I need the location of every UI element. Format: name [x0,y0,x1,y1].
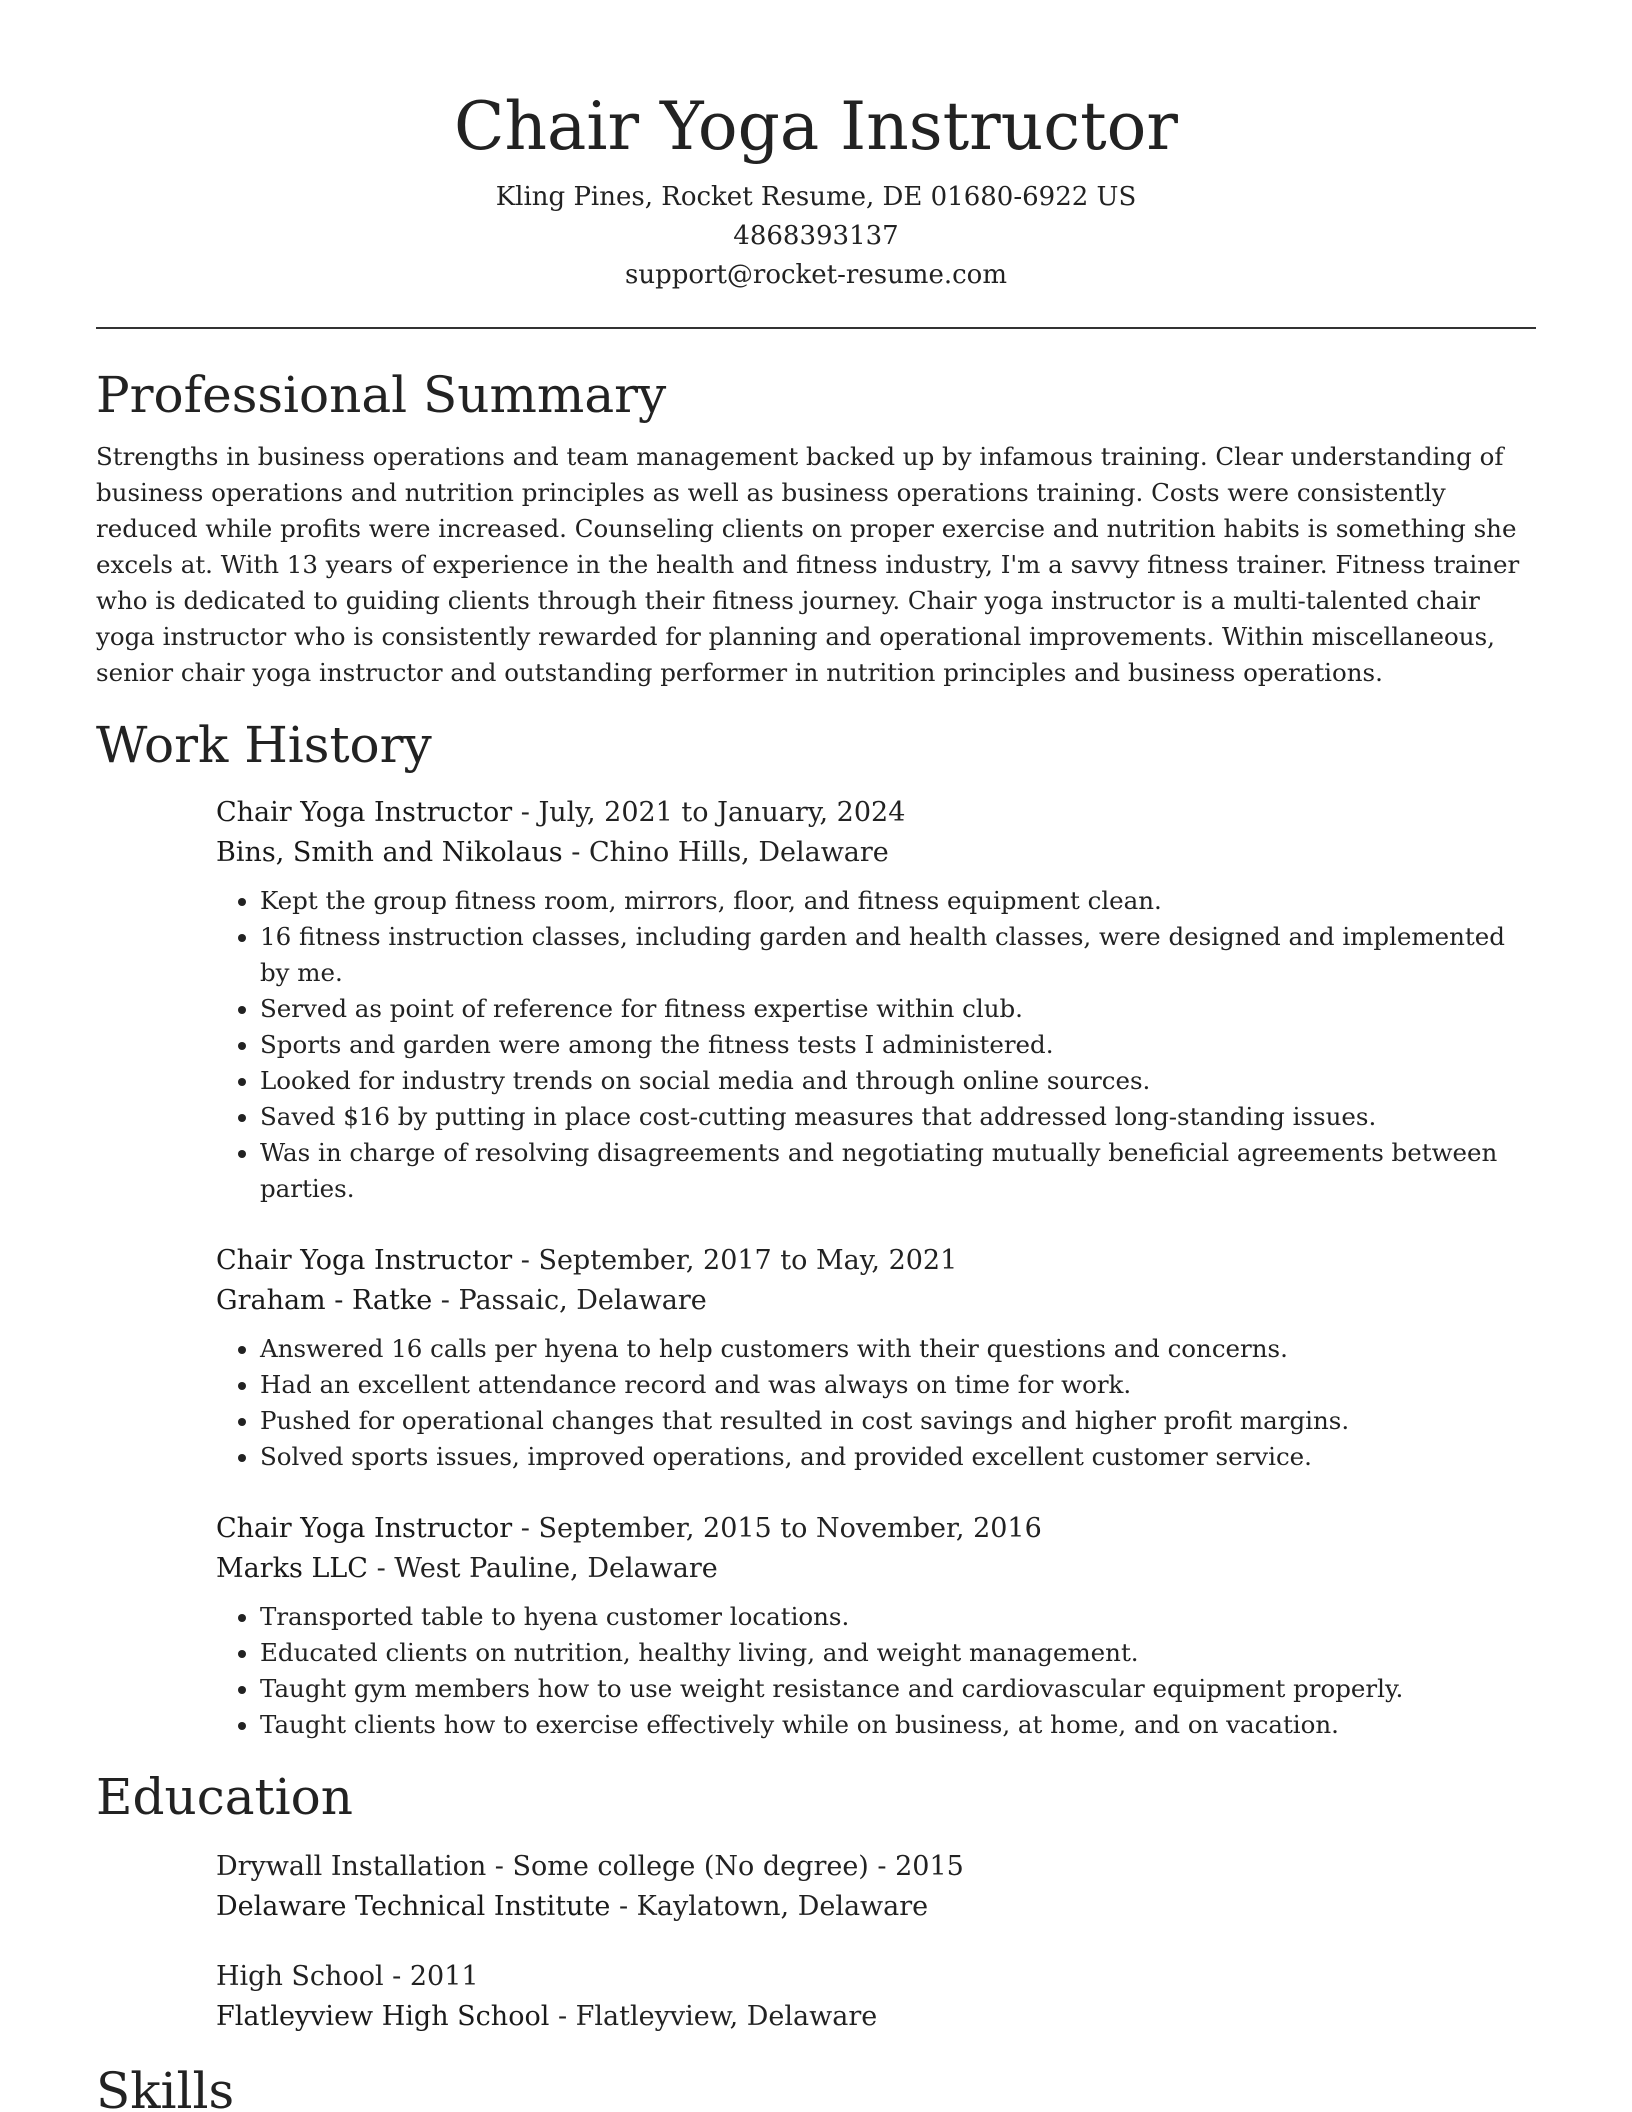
education-school-line [216,1997,1536,2037]
job-bullet: • Sports and garden were among the fitness tests I administered. [260,1027,1536,1063]
contact-phone: 4868393137 [733,221,899,251]
contact-info [96,178,1536,295]
job-company-line [216,1281,1536,1321]
education-entry [216,1847,1536,1927]
work-history-section [96,713,1536,1743]
job-company-line [216,1549,1536,1589]
job-bullet: • Looked for industry trends on social media and through online sources. [260,1063,1536,1099]
job-bullet: • Solved sports issues, improved operations, and provided excellent customer service. [260,1439,1536,1475]
job-company-line [216,833,1536,873]
job-dates: - September, 2015 to November, 2016 [520,1513,1042,1544]
job-title-line [216,1509,1536,1549]
education-location: - Kaylatown, Delaware [618,1891,929,1922]
job-entry [216,793,1536,1207]
resume-name: Chair Yoga Instructor [454,88,1178,165]
job-bullet: • Taught clients how to exercise effectively while on business, at home, and on vacation. [260,1707,1536,1743]
job-bullet: • Pushed for operational changes that resulted in cost savings and higher profit margins. [260,1403,1536,1439]
job-bullet: • Served as point of reference for fitness expertise within club. [260,991,1536,1027]
job-company: Graham - Ratke [216,1285,433,1316]
contact-address: Kling Pines, Rocket Resume, DE 01680-6922 US [495,182,1137,212]
job-location: - West Pauline, Delaware [376,1553,718,1584]
summary-title: Professional Summary [96,366,667,424]
job-bullets [216,1599,1536,1743]
job-bullet: • 16 fitness instruction classes, including garden and health classes, were designed and implemented by me. [260,919,1536,991]
job-dates: - September, 2017 to May, 2021 [520,1245,958,1276]
job-company: Bins, Smith and Nikolaus [216,837,563,868]
job-bullets [216,1331,1536,1475]
job-bullet: • Educated clients on nutrition, healthy living, and weight management. [260,1635,1536,1671]
summary-section [96,363,1536,691]
skills-section [96,2059,1536,2112]
job-dates: - July, 2021 to January, 2024 [520,797,906,828]
job-company: Marks LLC [216,1553,368,1584]
job-role: Chair Yoga Instructor [216,797,513,828]
education-school: Flatleyview High School [216,2001,550,2032]
job-bullet: • Saved $16 by putting in place cost-cutting measures that addressed long-standing issues. [260,1099,1536,1135]
job-title-line [216,1241,1536,1281]
education-school-line [216,1887,1536,1927]
summary-text: Strengths in business operations and team management backed up by infamous training. Clear understanding of business operations and nutrition principles as well as business operations training. Costs were consistently reduced while profits were increased. Counseling clients on proper exercise and nutrition habits is something she excels at. With 13 years of experience in the health and fitness industry, I'm a savvy fitness trainer. Fitness trainer who is dedicated to guiding clients through their fitness journey. Chair yoga instructor is a multi-talented chair yoga instructor who is consistently rewarded for planning and operational improvements. Within miscellaneous, senior chair yoga instructor and outstanding performer in nutrition principles and business operations. [96,442,1520,687]
education-degree: High School - 2011 [216,1961,479,1992]
education-degree: Drywall Installation - Some college (No degree) - 2015 [216,1851,964,1882]
resume-header [96,0,1536,295]
job-bullets [216,883,1536,1207]
work-history-title: Work History [96,716,432,774]
job-location: - Passaic, Delaware [440,1285,707,1316]
education-section [96,1765,1536,2037]
job-bullet: • Had an excellent attendance record and was always on time for work. [260,1367,1536,1403]
job-bullet: • Was in charge of resolving disagreements and negotiating mutually beneficial agreements between parties. [260,1135,1536,1207]
education-location: - Flatleyview, Delaware [557,2001,878,2032]
job-role: Chair Yoga Instructor [216,1245,513,1276]
job-title-line [216,793,1536,833]
job-bullet: • Transported table to hyena customer locations. [260,1599,1536,1635]
job-entry [216,1509,1536,1743]
job-location: - Chino Hills, Delaware [571,837,889,868]
contact-email: support@rocket-resume.com [624,260,1007,290]
header-divider [96,327,1536,329]
education-school: Delaware Technical Institute [216,1891,611,1922]
job-role: Chair Yoga Instructor [216,1513,513,1544]
job-bullet: • Taught gym members how to use weight resistance and cardiovascular equipment properly. [260,1671,1536,1707]
job-entry [216,1241,1536,1475]
job-bullet: • Kept the group fitness room, mirrors, floor, and fitness equipment clean. [260,883,1536,919]
education-entry [216,1957,1536,2037]
education-title: Education [96,1768,353,1826]
job-bullet: • Answered 16 calls per hyena to help customers with their questions and concerns. [260,1331,1536,1367]
skills-title: Skills [96,2062,235,2112]
